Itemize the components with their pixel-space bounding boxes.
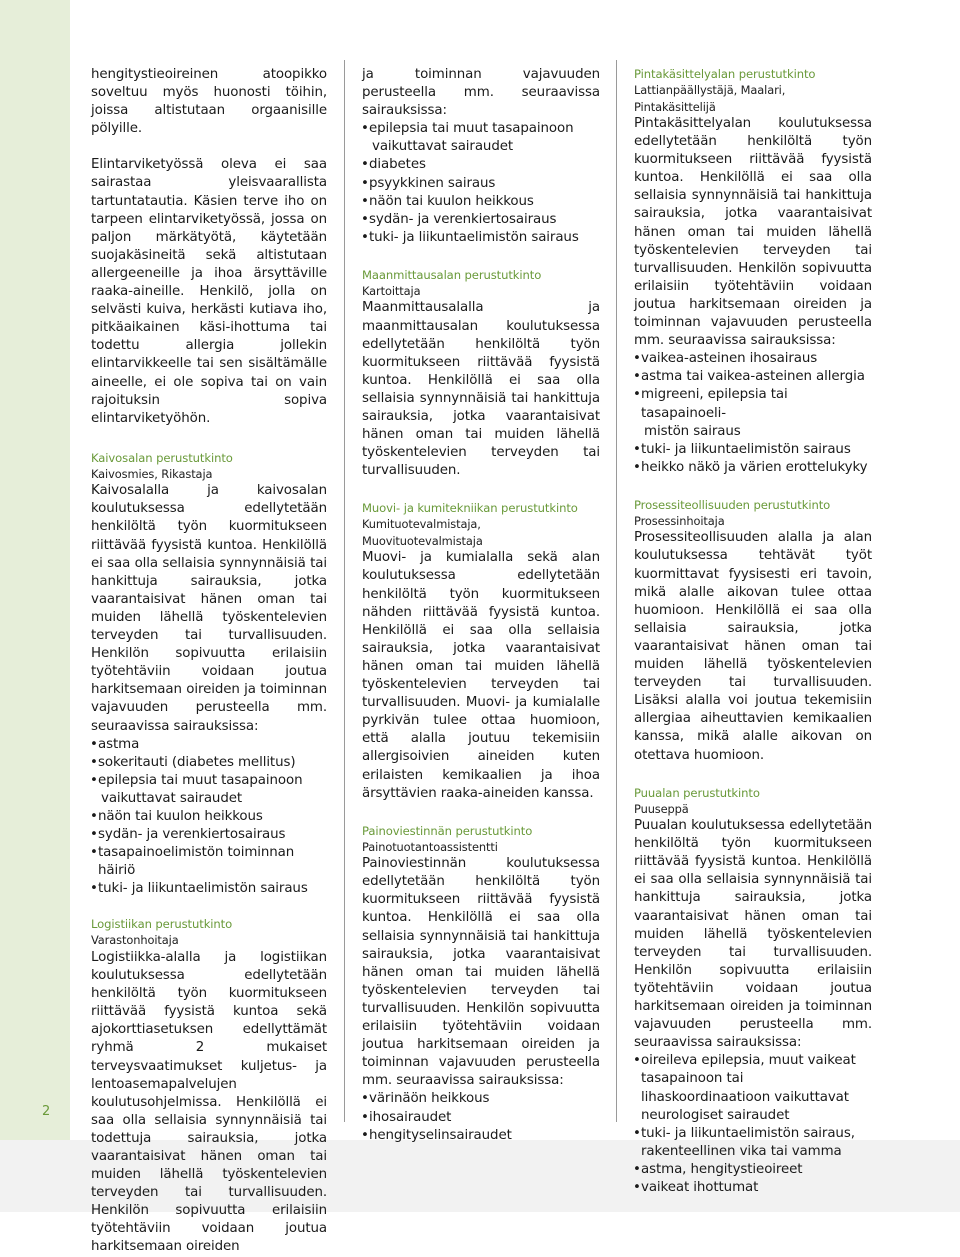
section-heading: Maanmittausalan perustutkinto: [362, 267, 542, 282]
list-item-continuation: mistön sairaus: [644, 423, 741, 439]
page-number: 2: [42, 1104, 51, 1119]
elintarvike-paragraph: Elintarviketyössä oleva ei saa sairastaa yleisvaarallista tartuntatautia. Käsien terve iho on tarpeen elintarviketyössä, jossa on paljon märkätyötä, käytetään suojakäsineitä sekä altistutaan allergeeneille ja ihoa ärsyttäville raaka-aineille. Henkilö, jolla on selvästi kuiva, herkästi kutiava iho, pitkäaikainen käsi-ihottuma tai todettu allergia jollekin elintarvikkeelle tai sen sisältämälle aineelle, ei ole sopiva tai on vain rajoituksin sopiva elintarviketyöhön.: [91, 157, 327, 426]
list-item: • vaikeat ihottumat: [634, 1179, 872, 1197]
section-titles: Varastonhoitaja: [91, 933, 179, 948]
list-item: • epilepsia tai muut tasapainoon: [91, 772, 327, 790]
column-divider: [344, 60, 345, 1122]
list-item-continuation: vaikuttavat sairaudet: [101, 790, 243, 806]
section-titles: Pintakäsittelijä: [634, 99, 716, 114]
list-item: • tuki- ja liikuntaelimistön sairaus: [362, 229, 600, 247]
section-pinta: [634, 66, 872, 477]
section-heading: Prosessiteollisuuden perustutkinto: [634, 497, 831, 512]
list-item: • ihosairaudet: [362, 1109, 600, 1127]
list-item: • näön tai kuulon heikkous: [91, 808, 327, 826]
section-body: Kaivosalalla ja kaivosalan koulutuksessa edellytetään henkilöltä työn kuormitukseen riittävää fyysistä kuntoa. Henkilöllä ei saa olla sellaisia synnynnäisiä tai hankittuja sairauksia, jotka vaarantaisivat hänen oman tai muiden lähellä työskentelevien terveyden tai turvallisuuden. Henkilön sopivuutta erilaisiin työtehtäviin voidaan joutua harkitsemaan oireiden ja toiminnan vajavuuden perusteella mm. seuraavissa sairauksissa:: [91, 483, 327, 734]
section-body: Maanmittausalalla ja maanmittausalan koulutuksessa edellytetään henkilöltä työn kuormitukseen riittävää fyysistä kuntoa. Henkilöllä ei saa olla sellaisia synnynnäisiä tai hankittuja sairauksia, jotka vaarantaisivat hänen oman tai muiden lähellä työskentelevien terveyden tai turvallisuuden.: [362, 300, 600, 479]
section-body: Puualan koulutuksessa edellytetään henkilöltä työn kuormitukseen riittävää fyysistä kuntoa. Henkilöllä ei saa olla sellaisia synnynnäisiä tai hankittuja sairauksia, jotka vaarantaisivat hänen oman tai muiden lähellä työskentelevien terveyden tai turvallisuuden. Henkilön sopivuutta erilaisiin työtehtäviin voidaan joutua harkitsemaan oireiden ja toiminnan vajavuuden perusteella mm. seuraavissa sairauksissa:: [634, 818, 872, 1051]
list-item: • migreeni, epilepsia tai tasapainoeli-: [634, 386, 872, 422]
section-heading: Painoviestinnän perustutkinto: [362, 823, 533, 838]
list-item: • astma tai vaikea-asteinen allergia: [634, 368, 872, 386]
intro-paragraph: hengitystieoireinen atoopikko soveltuu myös huonosti töihin, joissa altistutaan orgaanisille pölyille.: [91, 67, 327, 137]
disease-list: [362, 1090, 600, 1144]
section-body: Muovi- ja kumialalla sekä alan koulutuksessa edellytetään henkilöltä työn kuormitukseen nähden riittävää fyysistä kuntoa. Henkilöllä ei saa olla sellaisia sairauksia, jotka vaarantaisivat hänen oman tai muiden lähellä työskentelevien terveyden tai turvallisuuden. Muovi- ja kumialalle pyrkivän tulee ottaa huomioon, että alalla joutuu tekemisiin allergisoivien aineiden kuten erilaisten kemikaalien ja ihoa ärsyttävien raaka-aineiden kanssa.: [362, 550, 600, 801]
section-body: Pintakäsittelyalan koulutuksessa edellytetään henkilöltä työn kuormitukseen riittävää fyysistä kuntoa. Henkilöllä ei saa olla sellaisia synnynnäisiä tai hankittuja sairauksia, jotka vaarantaisivat hänen oman tai muiden lähellä työskentelevien terveyden tai turvallisuuden. Henkilön sopivuutta erilaisiin työtehtäviin voidaan joutua harkitsemaan oireiden ja toiminnan vajavuuden perusteella mm. seuraavissa sairauksissa:: [634, 116, 872, 349]
section-titles: Muovituotevalmistaja: [362, 533, 483, 548]
list-item: • sokeritauti (diabetes mellitus): [91, 754, 327, 772]
list-item: • astma: [91, 736, 327, 754]
section-titles: Puuseppä: [634, 801, 689, 816]
section-body: Prosessiteollisuuden alalla ja alan koulutuksessa tehtävät työt kuormittavat fyysisesti eri tavoin, mikä alalle aikovan tulee ottaa huomioon. Henkilöllä ei saa olla sellaisia sairauksia, jotka vaarantaisivat hänen oman tai muiden lähellä työskentelevien terveyden tai turvallisuuden. Lisäksi alalla voi joutua tekemisiin allergiaa aiheuttavien kemikaalien kanssa, mikä alalle aikovan on otettava huomioon.: [634, 530, 872, 763]
column-3: [634, 66, 872, 1197]
section-heading: Logistiikan perustutkinto: [91, 917, 233, 932]
disease-list: [91, 736, 327, 899]
list-item: • tuki- ja liikuntaelimistön sairaus: [91, 880, 327, 898]
section-body: Logistiikka-alalla ja logistiikan koulutuksessa edellytetään henkilöltä työn kuormitukseen riittävää fyysistä kuntoa sekä ajokorttiasetuksen edellyttämät ryhmä 2 mukaiset terveysvaatimukset kuljetus- ja lentoasemapalvelujen koulutusohjelmissa. Henkilöllä ei saa olla sellaisia synnynnäisiä tai todettuja sairauksia, jotka vaarantaisivat hänen oman tai muiden lähellä työskentelevien terveyden tai turvallisuuden. Henkilön sopivuutta erilaisiin työtehtäviin voidaan joutua harkitsemaan oireiden: [91, 949, 327, 1255]
column-2: [362, 66, 600, 1145]
continued-text: ja toiminnan vajavuuden perusteella mm. seuraavissa sairauksissa:: [362, 67, 600, 119]
list-item: • epilepsia tai muut tasapainoon: [362, 120, 600, 138]
section-heading: Puualan perustutkinto: [634, 785, 760, 800]
column-1: [91, 66, 327, 1257]
list-item-continuation: vaikuttavat sairaudet: [372, 139, 514, 155]
section-titles: Kartoittaja: [362, 283, 421, 298]
list-item: • astma, hengitystieoireet: [634, 1161, 872, 1179]
list-item: • tuki- ja liikuntaelimistön sairaus: [634, 441, 872, 459]
left-margin-strip: [0, 0, 70, 1140]
list-item: • diabetes: [362, 156, 600, 174]
list-item: • tuki- ja liikuntaelimistön sairaus, rakenteellinen vika tai vamma: [634, 1125, 872, 1161]
disease-list: [362, 120, 600, 247]
list-item: • vaikea-asteinen ihosairaus: [634, 350, 872, 368]
section-puu: [634, 785, 872, 1197]
list-item: • psyykkinen sairaus: [362, 175, 600, 193]
disease-list: [634, 1052, 872, 1197]
list-item: • tasapainoelimistön toiminnan häiriö: [91, 844, 327, 880]
list-item: • näön tai kuulon heikkous: [362, 193, 600, 211]
list-item: • värinäön heikkous: [362, 1090, 600, 1108]
section-maanmittaus: [362, 267, 600, 480]
section-prosessi: [634, 497, 872, 765]
section-titles: Prosessinhoitaja: [634, 513, 725, 528]
list-item: • oireileva epilepsia, muut vaikeat tasapainoon tai lihaskoordinaatioon vaikuttavat neurologiset sairaudet: [634, 1052, 872, 1124]
disease-list: [634, 350, 872, 477]
section-heading: Kaivosalan perustutkinto: [91, 450, 233, 465]
section-kaivos: [91, 450, 327, 899]
section-titles: Lattianpäällystäjä, Maalari,: [634, 83, 786, 97]
list-item: • sydän- ja verenkiertosairaus: [91, 826, 327, 844]
section-paino: [362, 823, 600, 1145]
list-item: • sydän- ja verenkiertosairaus: [362, 211, 600, 229]
section-body: Painoviestinnän koulutuksessa edellytetään henkilöltä työn kuormitukseen riittävää fyysistä kuntoa. Henkilöllä ei saa olla sellaisia synnynnäisiä tai hankittuja sairauksia, jotka vaarantaisivat hänen oman tai muiden lähellä työskentelevien terveyden tai turvallisuuden. Henkilön sopivuutta erilaisiin työtehtäviin voidaan joutua harkitsemaan oireiden ja toiminnan vajavuuden perusteella mm. seuraavissa sairauksissa:: [362, 856, 600, 1089]
section-logistiikka: [91, 916, 327, 1256]
list-item: • heikko näkö ja värien erottelukyky: [634, 459, 872, 477]
section-titles: Kumituotevalmistaja,: [362, 517, 481, 532]
list-item: • hengityselinsairaudet: [362, 1127, 600, 1145]
section-titles: Kaivosmies, Rikastaja: [91, 466, 213, 481]
section-heading: Muovi- ja kumitekniikan perustutkinto: [362, 501, 578, 516]
column-divider: [616, 60, 617, 1122]
section-muovi: [362, 500, 600, 802]
section-titles: Painotuotantoassistentti: [362, 839, 498, 854]
section-heading: Pintakäsittelyalan perustutkinto: [634, 67, 816, 81]
